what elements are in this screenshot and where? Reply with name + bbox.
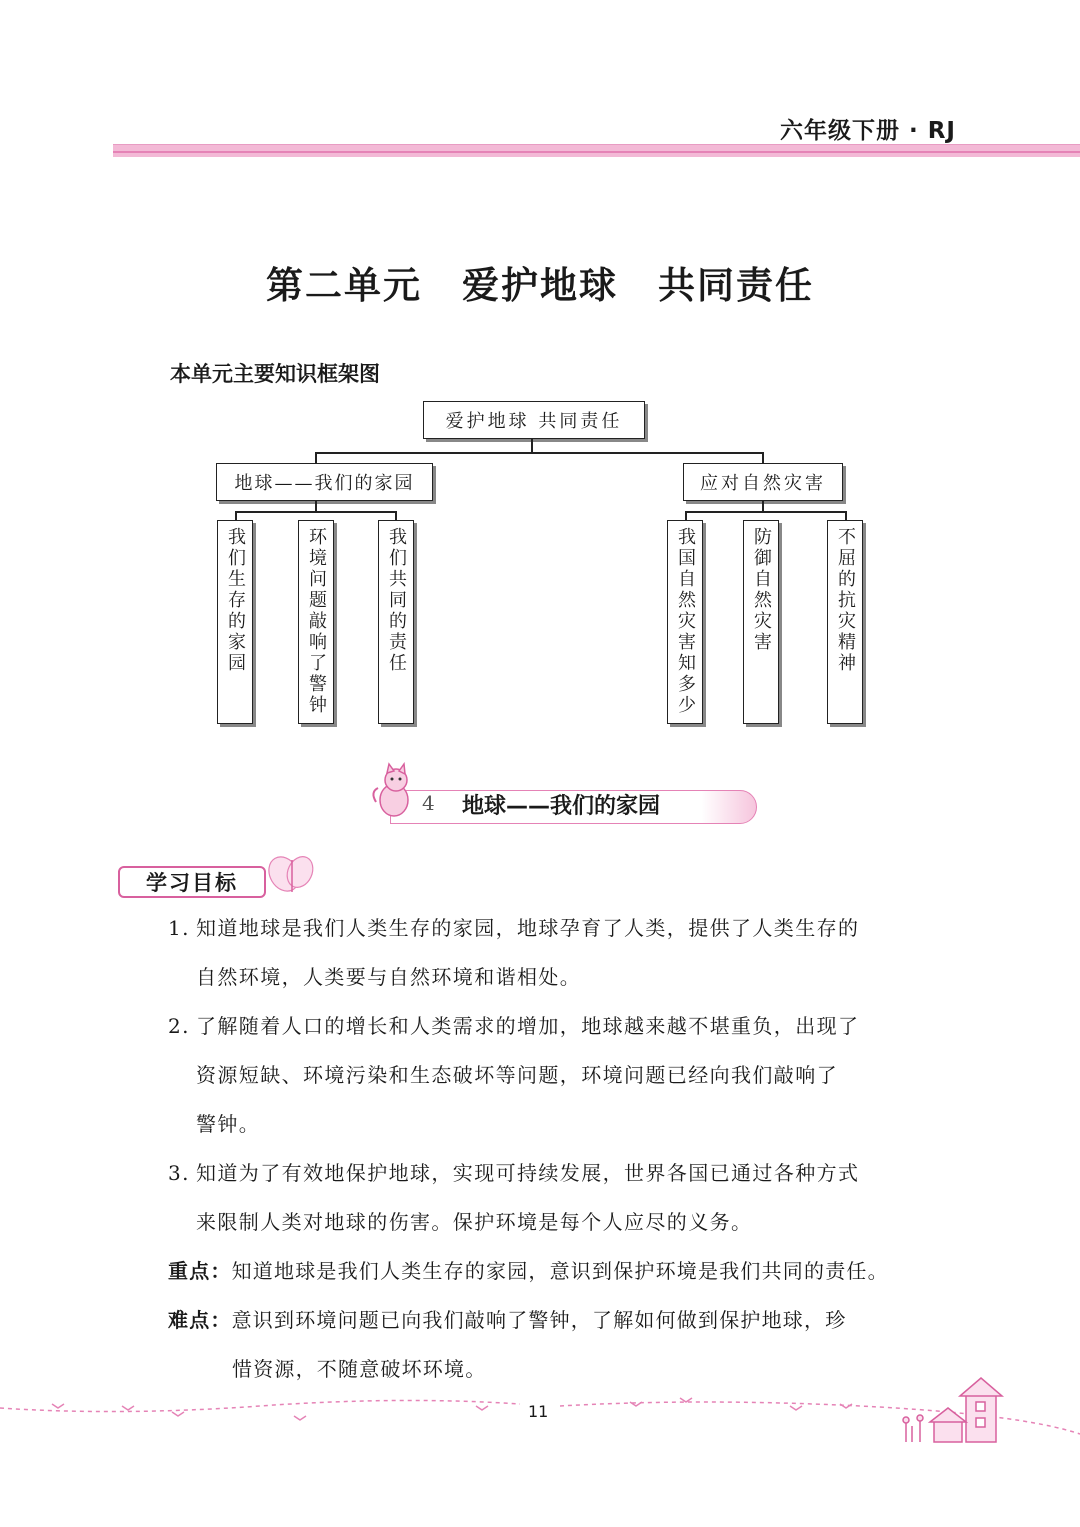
goal-item-2 [168, 1002, 963, 1149]
unit-title-part2: 共同责任 [658, 263, 814, 307]
lesson-title: 地球——我们的家园 [462, 794, 661, 819]
connector [315, 452, 763, 454]
framework-heading: 本单元主要知识框架图 [170, 362, 380, 386]
key-point-label: 重点： [168, 1259, 232, 1283]
key-point-text: 知道地球是我们人类生存的家园，意识到保护环境是我们共同的责任。 [231, 1259, 889, 1283]
goal-line: 自然环境，人类要与自然环境和谐相处。 [196, 965, 582, 989]
difficulty-line [168, 1296, 968, 1345]
framework-leaf [667, 520, 703, 724]
lesson-number: 4 [422, 791, 435, 815]
cat-mascot-icon [370, 762, 430, 826]
goal-line: 资源短缺、环境污染和生态破坏等问题，环境问题已经向我们敲响了 [196, 1063, 838, 1087]
goal-text: 知道为了有效地保护地球，实现可持续发展，世界各国已通过各种方式 [196, 1161, 860, 1185]
leaf-text: 我们共同的责任 [386, 527, 407, 674]
header-divider-line [113, 151, 1080, 153]
grade-label: 六年级下册 · RJ [779, 118, 956, 144]
goal-text: 了解随着人口的增长和人类需求的增加，地球越来越不堪重负，出现了 [196, 1014, 860, 1038]
leaf-text: 不屈的抗灾精神 [835, 527, 856, 674]
goal-line: 来限制人类对地球的伤害。保护环境是每个人应尽的义务。 [196, 1210, 753, 1234]
connector [235, 511, 396, 513]
framework-branch-1: 地球——我们的家园 [216, 463, 433, 501]
framework-leaf [743, 520, 779, 724]
goal-item-1 [168, 904, 963, 1002]
framework-leaf [378, 520, 414, 724]
framework-leaf [827, 520, 863, 724]
goals-tag: 学习目标 [118, 866, 266, 898]
difficulty-line: 惜资源，不随意破坏环境。 [232, 1357, 487, 1381]
goal-line [168, 904, 963, 953]
goal-number: 1. [168, 916, 190, 940]
leaf-text: 防御自然灾害 [751, 527, 772, 653]
goal-line: 警钟。 [196, 1112, 261, 1136]
difficulty-label: 难点： [168, 1308, 232, 1332]
unit-title [0, 255, 1080, 309]
goal-line [168, 1149, 963, 1198]
framework-root: 爱护地球 共同责任 [423, 401, 645, 439]
framework-leaf [298, 520, 334, 724]
goal-text: 知道地球是我们人类生存的家园，地球孕育了人类，提供了人类生存的 [196, 916, 860, 940]
framework-leaf [217, 520, 253, 724]
connector [531, 439, 533, 453]
goal-number: 3. [168, 1161, 190, 1185]
connector [685, 511, 846, 513]
goal-item-3 [168, 1149, 963, 1247]
leaf-text: 我们生存的家园 [225, 527, 246, 674]
goal-line [168, 1002, 963, 1051]
goal-number: 2. [168, 1014, 190, 1038]
lesson-banner [370, 788, 760, 826]
difficulty-text: 意识到环境问题已向我们敲响了警钟，了解如何做到保护地球，珍 [231, 1308, 847, 1332]
unit-title-part1: 爱护地球 [462, 263, 618, 307]
page-number: 11 [528, 1402, 549, 1421]
butterfly-icon [262, 852, 322, 900]
framework-branch-2: 应对自然灾害 [683, 463, 843, 501]
unit-number: 第二单元 [266, 263, 422, 307]
leaf-text: 我国自然灾害知多少 [675, 527, 696, 716]
leaf-text: 环境问题敲响了警钟 [306, 527, 327, 716]
key-point [168, 1247, 968, 1296]
